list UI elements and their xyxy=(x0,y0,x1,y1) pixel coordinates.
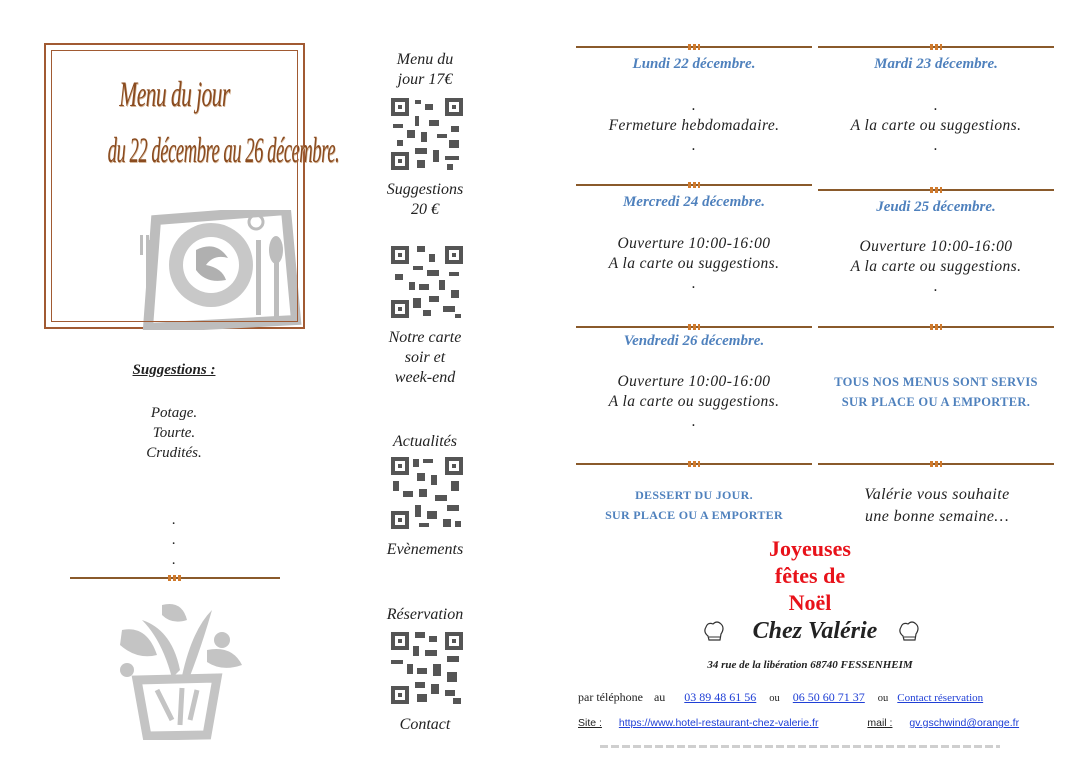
qr-code-reservation-icon[interactable] xyxy=(389,630,465,706)
qr-label-carte xyxy=(380,328,470,388)
qr-label-line: week-end xyxy=(394,369,456,386)
plate-cutlery-icon xyxy=(136,210,306,330)
menu-date-range: du 22 décembre au 26 décembre. xyxy=(107,130,340,170)
dessert-box xyxy=(576,463,812,533)
qr-label-reservation xyxy=(375,605,475,625)
day-details: . A la carte ou suggestions. . xyxy=(850,97,1022,154)
qr-label-line: Menu du xyxy=(396,51,454,68)
dot: . xyxy=(172,552,176,568)
phone-link-1[interactable]: 03 89 48 61 56 xyxy=(684,690,757,704)
contact-phone-line xyxy=(578,690,1058,705)
day-box-mercredi xyxy=(576,184,812,304)
menus-notice: TOUS NOS MENUS SONT SERVIS SUR PLACE OU A EMPORTER. xyxy=(834,375,1038,409)
qr-label-evenements xyxy=(370,540,480,560)
menu-title-box xyxy=(44,43,340,329)
qr-code-actualites-icon[interactable] xyxy=(389,455,465,531)
qr-label-actualites xyxy=(380,432,470,452)
day-box-mardi xyxy=(818,46,1054,166)
phone-label: par téléphone xyxy=(578,690,643,704)
qr-label-line: Suggestions xyxy=(386,181,464,198)
qr-label-line: Contact xyxy=(399,716,451,733)
faded-footer-line xyxy=(600,745,1000,748)
divider xyxy=(70,577,280,579)
list-item: Tourte. xyxy=(152,425,196,441)
menus-notice-box xyxy=(818,326,1054,446)
day-details: Ouverture 10:00-16:00 A la carte ou suggestions. . xyxy=(850,238,1022,295)
phone-au: au xyxy=(653,690,666,704)
reservation-link[interactable]: Contact réservation xyxy=(897,692,984,704)
qr-label-line: 20 € xyxy=(411,201,439,218)
mail-link[interactable]: gv.gschwind@orange.fr xyxy=(909,717,1020,729)
menu-title: Menu du jour xyxy=(119,74,230,114)
day-details: Ouverture 10:00-16:00 A la carte ou suggestions. . xyxy=(608,235,780,292)
suggestions-heading: Suggestions : xyxy=(132,362,216,378)
site-link[interactable]: https://www.hotel-restaurant-chez-valerie.fr xyxy=(618,717,819,729)
qr-label-line: soir et xyxy=(404,349,446,366)
qr-label-line: Notre carte xyxy=(388,329,462,346)
site-mail-line xyxy=(578,717,1058,729)
flower-pot-icon xyxy=(102,600,252,740)
qr-code-menu-icon[interactable] xyxy=(389,96,465,172)
qr-code-carte-icon[interactable] xyxy=(389,244,465,320)
list-item: Crudités. xyxy=(146,445,202,461)
mail-label: mail : xyxy=(867,717,893,729)
wish-message: Valérie vous souhaite une bonne semaine… xyxy=(864,486,1010,525)
fetes-greeting: Joyeuses fêtes de Noël xyxy=(769,536,851,615)
day-name: Vendredi 26 décembre. xyxy=(623,333,765,349)
qr-label-line: Réservation xyxy=(386,606,464,623)
phone-link-2[interactable]: 06 50 60 71 37 xyxy=(792,690,865,704)
qr-label-menu xyxy=(380,50,470,90)
suggestions-list xyxy=(44,403,304,463)
qr-label-suggestions xyxy=(380,180,470,220)
day-details: Ouverture 10:00-16:00 A la carte ou suggestions. . xyxy=(608,373,780,430)
suggestions-dots xyxy=(44,510,304,570)
qr-label-line: Evènements xyxy=(386,541,464,558)
day-name: Jeudi 25 décembre. xyxy=(876,199,996,215)
dot: . xyxy=(172,512,176,528)
day-details: . Fermeture hebdomadaire. . xyxy=(608,97,780,154)
phone-ou: ou xyxy=(769,693,780,704)
day-name: Lundi 22 décembre. xyxy=(632,56,756,72)
chef-hat-icon xyxy=(898,620,920,644)
wish-divider xyxy=(818,463,1054,467)
site-label: Site : xyxy=(578,717,602,729)
qr-label-line: jour 17€ xyxy=(397,71,453,88)
dessert-notice: DESSERT DU JOUR. SUR PLACE OU A EMPORTER xyxy=(605,488,783,522)
qr-label-line: Actualités xyxy=(393,433,457,450)
day-name: Mardi 23 décembre. xyxy=(874,56,998,72)
restaurant-name: Chez Valérie xyxy=(752,618,878,644)
list-item: Potage. xyxy=(150,405,198,421)
day-box-lundi xyxy=(576,46,812,166)
day-box-jeudi xyxy=(818,189,1054,309)
day-box-vendredi xyxy=(576,326,812,446)
qr-label-contact xyxy=(380,715,470,735)
day-name: Mercredi 24 décembre. xyxy=(622,194,766,210)
phone-ou: ou xyxy=(877,693,889,704)
restaurant-address: 34 rue de la libération 68740 FESSENHEIM xyxy=(707,659,913,671)
dot: . xyxy=(172,532,176,548)
